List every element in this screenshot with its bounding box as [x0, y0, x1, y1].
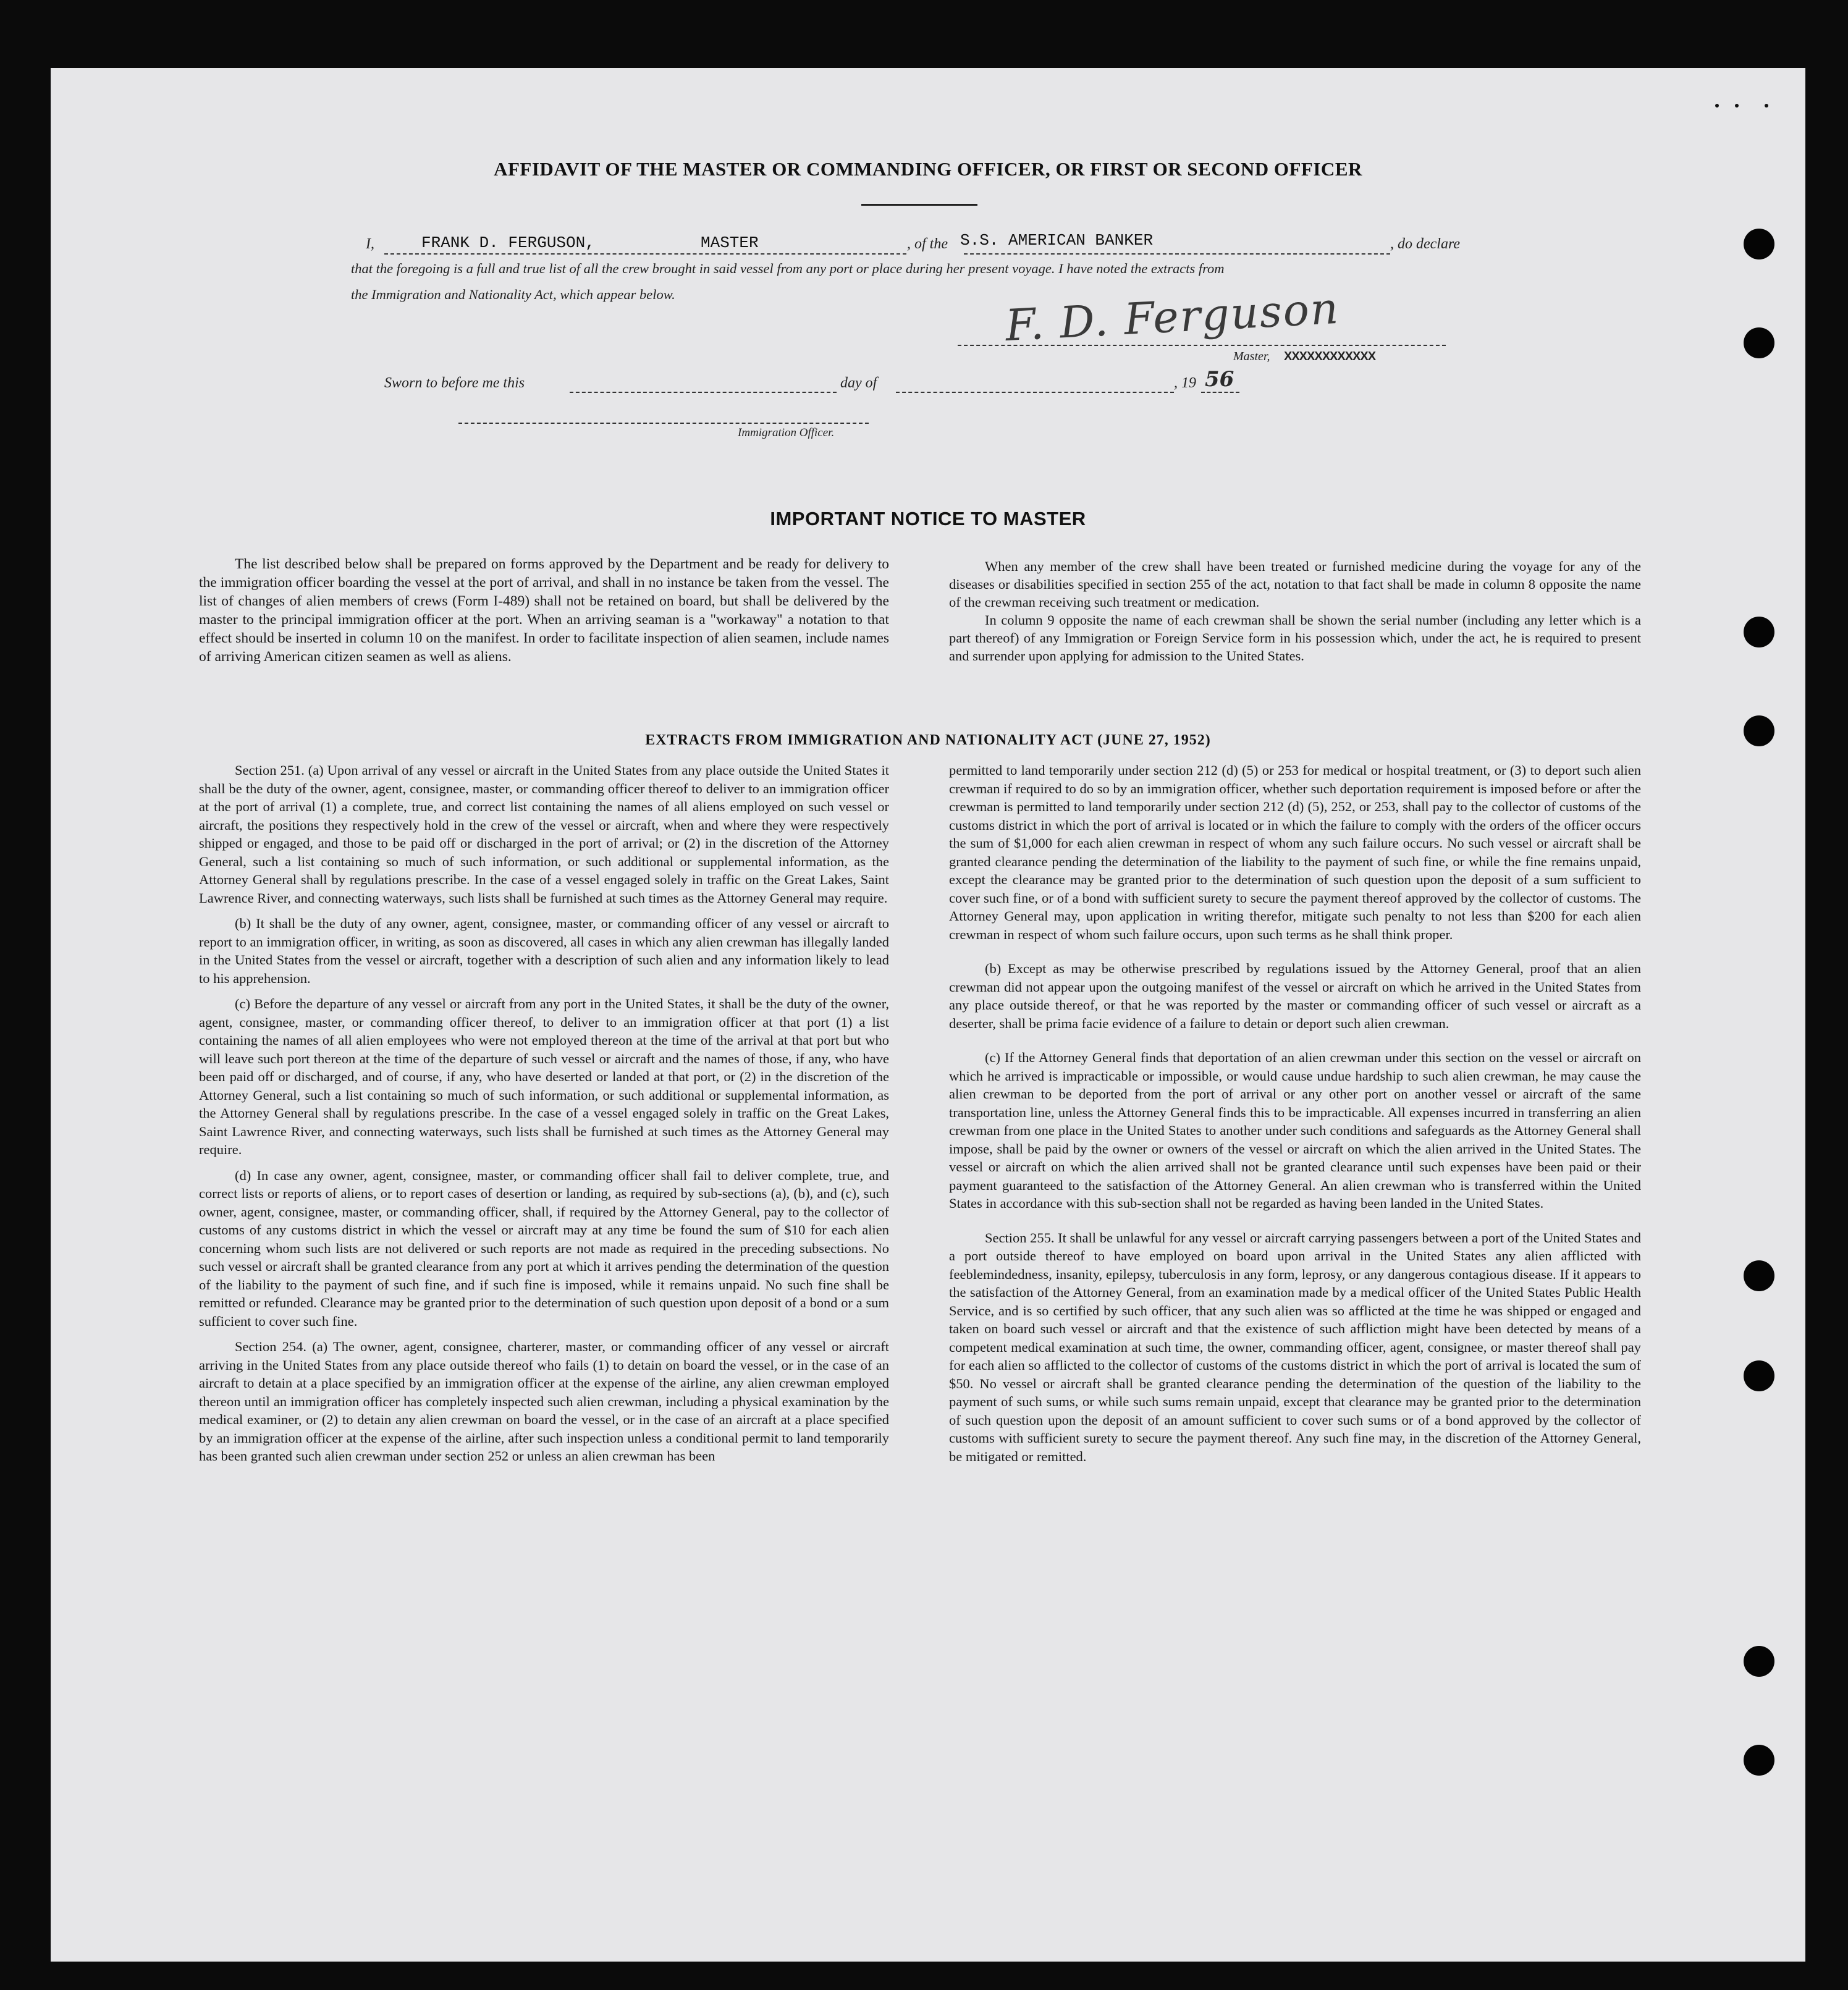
- extract-paragraph: (b) It shall be the duty of any owner, agent, consignee, master, or commanding officer of any vessel or aircraft to report to an immigration officer, in writing, as soon as discovered, all cases in which any alien crewman has illegally landed in the United States from the vessel or aircraft, together with a description of such alien and any information likely to lead to his apprehension.: [199, 916, 889, 986]
- vessel-fill-line: [964, 253, 1390, 255]
- document-page: [51, 68, 1805, 1962]
- scan-speck: [1765, 104, 1768, 108]
- master-label-struck: XXXXXXXXXXXX: [1284, 350, 1376, 363]
- extract-paragraph: (d) In case any owner, agent, consignee, master, or commanding officer shall fail to deliver complete, true, and correct lists or reports of aliens, or to report cases of desertion or landing, as required by sub-sections (a), (b), and (c), such owner, agent, consignee, master, or commanding officer, shall, if required by the Attorney General, pay to the collector of customs of any customs district in which the vessel or aircraft may at any time be found the sum of $10 for each alien concerning whom such lists are not delivered or such reports are not made as required in the preceding subsections. No such vessel or aircraft shall be granted clearance from any port at which it arrives pending the determination of the question of the liability to the payment of such fine, and if such fine is imposed, while it remains unpaid. No such fine shall be remitted or refunded. Clearance may be granted prior to the determination of such question upon deposit of a bond or a sum sufficient to cover such fine.: [199, 1167, 889, 1329]
- binder-hole: [1744, 1360, 1774, 1391]
- notice-left-column: [199, 555, 889, 673]
- extracts-left-column: [199, 761, 889, 1473]
- year-prefix-label: , 19: [1174, 375, 1196, 391]
- name-fill-line: [384, 253, 906, 255]
- extract-paragraph: (c) If the Attorney General finds that deportation of an alien crewman under this section on the vessel or aircraft on which he arrived is impracticable or impossible, or would cause undue hardship to such alien crewman, he may cause the alien crewman to be deported from the port of arrival or any other port on another vessel or aircraft of the same transportation line, unless the Attorney General finds this to be impracticable. All expenses incurred in transferring an alien crewman from one place in the United States to another under such conditions and safeguards as the Attorney General shall impose, shall be paid by the owner or owners of the vessel or aircraft on which the alien arrived in the United States. The vessel or aircraft on which the alien arrived shall not be granted clearance until such expenses have been paid or their payment guaranteed to the satisfaction of the Attorney General. An alien crewman who is transferred within the United States in accordance with this sub-section shall not be regarded as having been landed in the United States.: [949, 1050, 1641, 1211]
- master-name: FRANK D. FERGUSON,: [421, 234, 595, 252]
- binder-hole: [1744, 1260, 1774, 1291]
- of-the-label: , of the: [907, 236, 948, 252]
- extract-paragraph: Section 254. (a) The owner, agent, consignee, charterer, master, or commanding officer of any vessel or aircraft arriving in the United States from any place outside thereof who fails (1) to detain on board the vessel, or in the case of an aircraft to detain at a place specified by an immigration officer at the expense of the airline, any alien crewman employed thereon until an immigration officer has completely inspected such alien crewman, including a physical examination by the medical examiner, or (2) to detain any alien crewman on board the vessel, or in the case of an aircraft at a place specified by an immigration officer at the expense of the airline, after such inspection unless a conditional permit to land temporarily has been granted such alien crewman under section 252 or unless an alien crewman has been: [199, 1339, 889, 1464]
- notice-paragraph: In column 9 opposite the name of each crewman shall be shown the serial number (including any letter which is a part thereof) of any Immigration or Foreign Service form in his possession which, under the act, he is required to present and surrender upon applying for admission to the United States.: [949, 612, 1641, 664]
- binder-hole: [1744, 617, 1774, 647]
- scan-speck: [1715, 104, 1719, 108]
- declaration-line-3: the Immigration and Nationality Act, which appear below.: [351, 287, 675, 302]
- extract-paragraph: Section 255. It shall be unlawful for any vessel or aircraft carrying passengers between a port of the United States and a port outside thereof to have employed on board upon arrival in the United States any alien afflicted with feeblemindedness, insanity, epilepsy, tuberculosis in any form, leprosy, or any dangerous contagious disease. If it appears to the satisfaction of the Attorney General, from an examination made by a medical officer of the United States Public Health Service, and is so certified by such officer, that any such alien was so afflicted at the time he was shipped or engaged and taken on board such vessel or aircraft and that the existence of such affliction might have been detected by means of a competent medical examination at such time, the owner, commanding officer, agent, consignee, or master thereof shall pay for each alien so afflicted to the collector of customs of the customs district in which the port of arrival is located the sum of $50. No vessel or aircraft shall be granted clearance pending the determination of the question of the liability to the payment of such sums, or while such sums remain unpaid, except that clearance may be granted prior to the determination of such question upon the deposit of an amount sufficient to cover such sums or of a bond approved by the collector of customs with sufficient surety to secure the payment thereof. Any such fine may, in the discretion of the Attorney General, be mitigated or remitted.: [949, 1229, 1641, 1464]
- notice-right-column: [949, 557, 1641, 672]
- declaration-prefix: I,: [366, 236, 374, 252]
- year-fill-line: [1201, 392, 1239, 393]
- notice-paragraph: The list described below shall be prepared on forms approved by the Department and be ready for delivery to the immigration officer boarding the vessel at the port of arrival, and shall in no instance be taken from the vessel. The list of changes of alien members of crews (Form I-489) shall not be retained on board, but shall be delivered by the master to the principal immigration officer at the port. When an arriving seaman is a "workaway" a notation to that effect should be inserted in column 10 on the manifest. In order to facilitate inspection of alien seamen, include names of arriving American citizen seamen as well as aliens.: [199, 556, 889, 665]
- sworn-month-line: [896, 392, 1174, 393]
- sworn-label: Sworn to before me this: [384, 375, 525, 391]
- signature-line: [958, 345, 1446, 346]
- affidavit-title: AFFIDAVIT OF THE MASTER OR COMMANDING OFFICER, OR FIRST OR SECOND OFFICER: [494, 158, 1362, 180]
- extracts-title: EXTRACTS FROM IMMIGRATION AND NATIONALITY ACT (JUNE 27, 1952): [645, 732, 1211, 748]
- do-declare-label: , do declare: [1390, 236, 1461, 252]
- officer-signature-line: [458, 423, 869, 424]
- declaration-line-2: that the foregoing is a full and true list of all the crew brought in said vessel from any port or place during her present voyage. I have noted the extracts from: [351, 261, 1225, 276]
- extracts-right-column: [949, 761, 1641, 1473]
- year-handwritten: 56: [1205, 367, 1234, 392]
- extract-paragraph: (b) Except as may be otherwise prescribed by regulations issued by the Attorney General, proof that an alien crewman did not appear upon the outgoing manifest of the vessel or aircraft on which he arrived in the United States from any place outside thereof, or that he was reported by the master or commanding officer of such vessel or aircraft as a deserter, shall be prima facie evidence of a failure to detain or deport such alien crewman.: [949, 961, 1641, 1031]
- day-of-label: day of: [840, 375, 877, 391]
- binder-hole: [1744, 1745, 1774, 1776]
- extract-paragraph: (c) Before the departure of any vessel or aircraft from any port in the United States, it shall be the duty of the owner, agent, consignee, master, or commanding officer thereof, to deliver to an immigration officer at that port (1) a list containing the names of all alien employees who were not employed thereon at the time of the arrival at that port but who will leave such port thereon at the time of the departure of such vessel or aircraft and the names of those, if any, who have been paid off or discharged, and of course, if any, who have deserted or landed at that port, or (2) in the discretion of the Attorney General, such a list containing so much of such information, or such additional or supplemental information, as the Attorney General shall by regulations prescribe. In the case of a vessel engaged solely in traffic on the Great Lakes, Saint Lawrence River, and connecting waterways, such lists shall be furnished at such times as the Attorney General may require.: [199, 996, 889, 1157]
- binder-hole: [1744, 1646, 1774, 1677]
- notice-paragraph: When any member of the crew shall have been treated or furnished medicine during the voyage for any of the diseases or disabilities specified in section 255 of the act, notation to that fact shall be made in column 8 opposite the name of the crewman receiving such treatment or medication.: [949, 559, 1641, 610]
- immigration-officer-label: Immigration Officer.: [738, 426, 835, 439]
- extract-paragraph: Section 251. (a) Upon arrival of any vessel or aircraft in the United States from any place outside the United States it shall be the duty of the owner, agent, consignee, master, or commanding officer thereof to deliver to an immigration officer at the port of arrival (1) a complete, true, and correct list containing the names of all aliens employed on such vessel or aircraft, the positions they respectively hold in the crew of the vessel or aircraft, when and where they were respectively shipped or engaged, and those to be paid off or discharged in the port of arrival; or (2) in the discretion of the Attorney General, such a list containing so much of such information, or such additional or supplemental information, as the Attorney General shall by regulations prescribe. In the case of a vessel engaged solely in traffic on the Great Lakes, Saint Lawrence River, and connecting waterways, such lists shall be furnished at such times as the Attorney General may require.: [199, 762, 889, 906]
- binder-hole: [1744, 715, 1774, 746]
- binder-hole: [1744, 229, 1774, 259]
- sworn-day-line: [570, 392, 837, 393]
- scan-speck: [1735, 104, 1739, 108]
- notice-title: IMPORTANT NOTICE TO MASTER: [770, 508, 1086, 529]
- master-rank: MASTER: [701, 234, 759, 252]
- binder-hole: [1744, 327, 1774, 358]
- master-label: Master,: [1233, 350, 1270, 363]
- extract-paragraph: permitted to land temporarily under section 212 (d) (5) or 253 for medical or hospital treatment, or (3) to deport such alien crewman if required to do so by an immigration officer, whether such deportation requirement is imposed before or after the crewman is permitted to land temporarily under section 212 (d) (5), 252, or 253, shall pay to the collector of customs of the customs district in which the port of arrival is located or in which the failure to comply with the orders of the officer occurs the sum of $1,000 for each alien crewman in respect of whom any such failure occurs. No such vessel or aircraft shall be granted clearance pending the determination of the liability to the payment of such fine, or while the fine remains unpaid, except the clearance may be granted prior to the determination of such question upon the deposit of a sum sufficient to cover such fine, or of a bond with sufficient surety to secure the payment thereof approved by the collector of customs. The Attorney General may, upon application in writing therefor, mitigate such penalty to not less than $200 for each alien crewman in respect of whom such failure occurs, upon such terms as he shall think proper.: [949, 762, 1641, 942]
- title-rule: [861, 204, 977, 206]
- master-signature: F. D. Ferguson: [1004, 282, 1341, 352]
- vessel-name: S.S. AMERICAN BANKER: [960, 231, 1154, 250]
